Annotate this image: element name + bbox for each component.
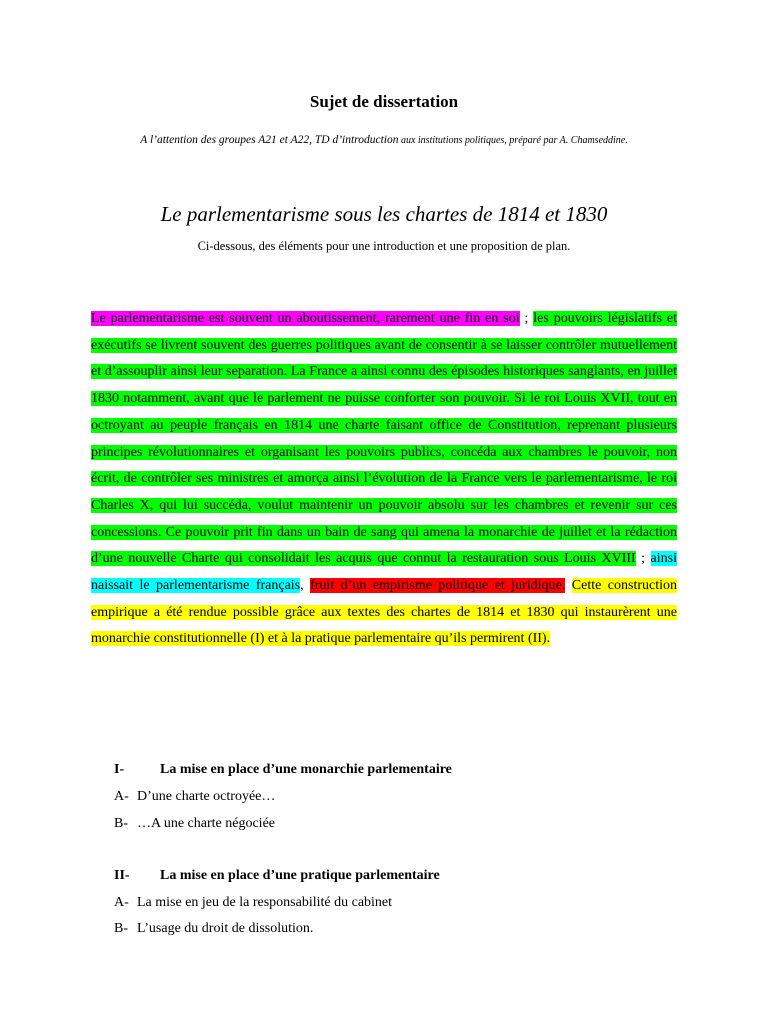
highlight-magenta: Le parlementarisme est souvent un aboutissement, rarement une fin en soi [91,311,520,326]
item-letter: A- [114,789,129,804]
part-title: La mise en place d’une monarchie parlementaire [160,762,452,777]
plan-item [114,921,313,937]
highlight-cyan: ainsi naissait le parlementarisme français [91,551,677,594]
attention-small: aux institutions politiques, préparé par A. Chamseddine. [398,135,628,146]
highlight-yellow: Cette construction empirique a été rendue possible grâce aux textes des chartes de 1814 et 1830 qui instaurèrent une monarchie constitutionnelle (I) et à la pratique parlementaire qu’ils permirent (II). [91,578,677,647]
part-number: II- [114,868,130,883]
main-title: Le parlementarisme sous les chartes de 1814 et 1830 [160,202,608,226]
subtitle: Ci-dessous, des éléments pour une introduction et une proposition de plan. [197,239,571,253]
item-text: L’usage du droit de dissolution. [137,921,314,936]
document-heading: Sujet de dissertation [309,92,459,111]
introduction-paragraph [91,306,677,653]
highlight-green: les pouvoirs législatifs et exécutifs se livrent souvent des guerres politiques avant de consentir à se laisser contrôler mutuellement et d’assouplir ainsi leur separation. La France a ainsi connu des épisodes historiques sanglants, en juillet 1830 notamment, avant que le parlement ne puisse conforter son pouvoir. Si le roi Louis XVII, tout en octroyant au peuple français en 1814 une charte faisant office de Constitution, reprenant plusieurs principes révolutionnaires et organisant les pouvoirs publics, concéda aux chambres le pouvoir, non écrit, de contrôler ses ministres et amorça ainsi l’évolution de la France vers le parlementarisme, le roi Charles X, qui lui succéda, voulut maintenir un pouvoir absolu sur les chambres et revenir sur ces concessions. Ce pouvoir prit fin dans un bain de sang qui amena la monarchie de juillet et la rédaction d’une nouvelle Charte qui consolidait les acquis que connut la restauration sous Louis XVIII [91,311,678,567]
separator [565,578,571,593]
plan-item [114,789,275,805]
part-number: I- [114,762,125,777]
item-letter: B- [114,816,128,831]
item-text: …A une charte négociée [137,816,275,831]
item-letter: B- [114,921,128,936]
part-title: La mise en place d’une pratique parlementaire [160,868,440,883]
attention-line [0,134,768,146]
highlight-red: fruit d’un empirisme politique et juridique. [310,578,566,594]
separator: ; [519,311,534,326]
item-letter: A- [114,895,129,910]
plan-item [114,895,392,911]
plan-part-2-heading [114,868,440,884]
plan-item [114,816,275,832]
separator: ; [635,551,651,567]
item-text: D’une charte octroyée… [137,789,276,804]
attention-main: A l’attention des groupes A21 et A22, TD d’introduction [140,134,399,146]
separator: , [300,578,311,594]
item-text: La mise en jeu de la responsabilité du cabinet [137,895,393,910]
plan-part-1-heading [114,762,452,778]
